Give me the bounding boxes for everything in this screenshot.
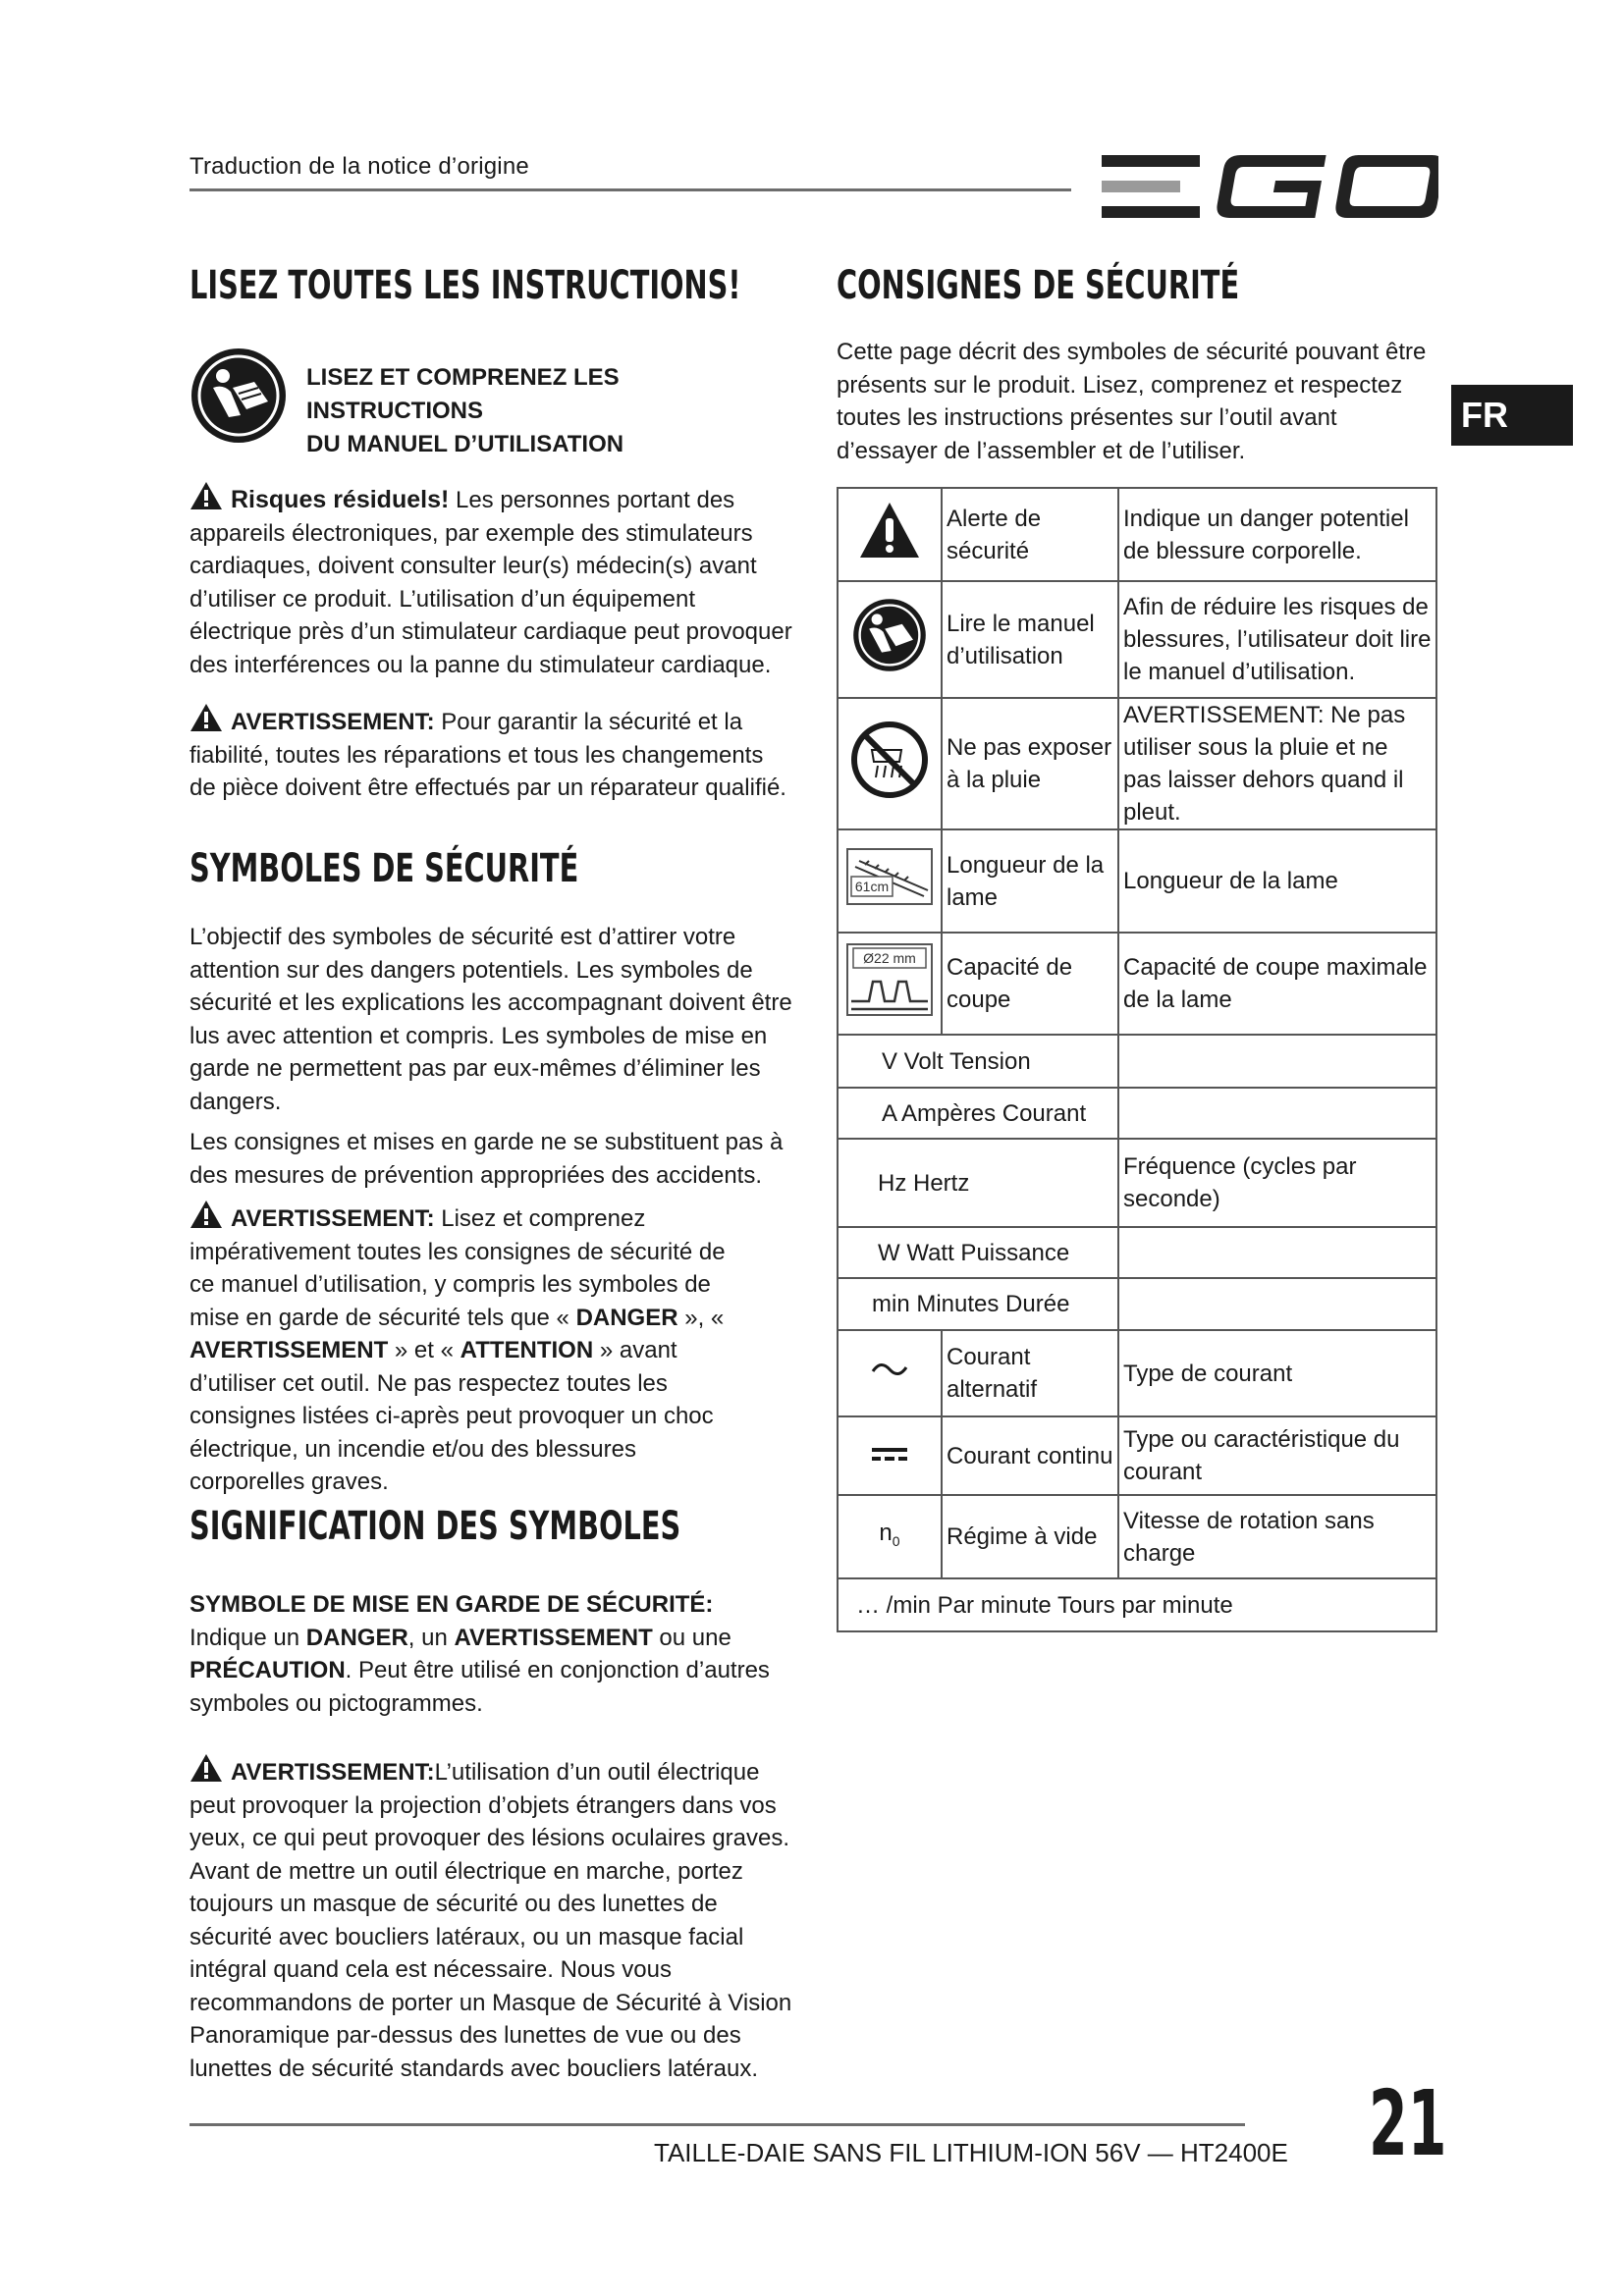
warning-triangle-icon (189, 1753, 223, 1783)
table-row (838, 1139, 1436, 1227)
symbol-description (1118, 1227, 1436, 1278)
symbol-description: Type ou caractéristique du courant (1118, 1416, 1436, 1495)
warning-eye-protection-text: L’utilisation d’un outil électrique peut provoquer la projection d’objets étrangers dans vos yeux, ce qui peut provoquer des lésions oculaires graves. Avant de mettre un outil électrique en marche, portez toujours un masque de sécurité ou des lunettes de sécurité avec boucliers latéraux, ou un masque facial intégral quand cela est nécessaire. Nous vous recommandons de porter un Masque de Sécurité à Vision Panoramique par-dessus des lunettes de vue ou des lunettes de sécurité standards avec boucliers latéraux. (189, 1759, 792, 2082)
danger-keyword: DANGER (305, 1624, 408, 1651)
symbol-name: Régime à vide (942, 1495, 1118, 1578)
table-row (838, 933, 1436, 1035)
cutting-capacity-value: Ø22 mm (863, 949, 916, 966)
table-row (838, 1578, 1436, 1631)
unit-row-text: V Volt Tension (838, 1035, 1118, 1088)
symbol-cell (838, 1416, 942, 1495)
no-load-speed-icon (879, 1519, 900, 1549)
residual-risks-paragraph (189, 481, 793, 681)
warning-repairs-paragraph (189, 703, 793, 805)
symbol-description (1118, 1088, 1436, 1139)
symbol-cell (838, 1330, 942, 1416)
blade-length-icon (845, 847, 934, 906)
symbol-description: Type de courant (1118, 1330, 1436, 1416)
warning-triangle-icon (189, 1200, 223, 1229)
warning-lead: AVERTISSEMENT: (231, 1205, 435, 1232)
safety-intro: Cette page décrit des symboles de sécurité pouvant être présents sur le produit. Lisez, comprenez et respectez toutes les instructions présentes sur l’outil avant d’essayer de l’assembler et de l’utiliser. (837, 339, 1427, 464)
symbol-cell (838, 581, 942, 698)
cutting-capacity-icon (845, 942, 934, 1017)
symbol-description: Fréquence (cycles par seconde) (1118, 1139, 1436, 1227)
table-row (838, 1416, 1436, 1495)
warning-triangle-icon (858, 501, 921, 560)
warning-lead: AVERTISSEMENT: (231, 1759, 435, 1786)
footer-product-title: TAILLE-DAIE SANS FIL LITHIUM-ION 56V — HT2400E (654, 2138, 1288, 2167)
alert-symbol-text-c: ou une (652, 1624, 731, 1651)
symbol-description: AVERTISSEMENT: Ne pas utiliser sous la pluie et ne pas laisser dehors quand il pleut. (1118, 698, 1436, 829)
table-row (838, 829, 1436, 933)
table-row (838, 698, 1436, 829)
symbol-name: Longueur de la lame (942, 829, 1118, 933)
danger-keyword: DANGER (575, 1304, 678, 1331)
table-row (838, 1227, 1436, 1278)
no-rain-icon (850, 721, 929, 799)
symbol-name: Courant continu (942, 1416, 1118, 1495)
symbol-cell (838, 829, 942, 933)
table-row (838, 1278, 1436, 1330)
alert-symbol-paragraph (189, 1588, 793, 1720)
alert-symbol-text-b: , un (407, 1624, 455, 1651)
symbol-description: Vitesse de rotation sans charge (1118, 1495, 1436, 1578)
symbol-name: Lire le manuel d’utilisation (942, 581, 1118, 698)
symbol-description: Longueur de la lame (1118, 829, 1436, 933)
warning-read-text-c: » et « (388, 1337, 460, 1363)
warning-read-paragraph (189, 1200, 739, 1499)
alert-symbol-text-a: Indique un (189, 1624, 306, 1651)
footer-rule (189, 2123, 1245, 2126)
blade-length-value: 61cm (854, 879, 890, 894)
alternating-current-icon (870, 1358, 909, 1381)
residual-risks-text: Les personnes portant des appareils électroniques, par exemple des stimulateurs cardiaques, doivent consulter leur(s) médecin(s) avant d’utiliser ce produit. L’utilisation d’un équipement électrique près d’un stimulateur cardiaque peut provoquer des interférences ou la panne du stimulateur cardiaque. (189, 487, 792, 678)
header-note: Traduction de la notice d’origine (189, 153, 529, 180)
symbols-paragraph-1: L’objectif des symboles de sécurité est d’attirer votre attention sur des dangers potentiels. Les symboles de sécurité et les explications les accompagnant doivent être lus avec attention et compris. Les symboles de mise en garde ne permettent pas par eux-mêmes d’éliminer les dangers. (189, 924, 792, 1115)
table-row (838, 1495, 1436, 1578)
symbol-cell (838, 488, 942, 581)
no-load-speed-symbol: n (879, 1519, 893, 1546)
symbol-description (1118, 1035, 1436, 1088)
precaution-keyword: PRÉCAUTION (189, 1657, 346, 1683)
unit-row-text: min Minutes Durée (838, 1278, 1118, 1330)
read-label-line2: DU MANUEL D’UTILISATION (306, 431, 624, 457)
warning-eye-protection-paragraph (189, 1753, 793, 2085)
read-manual-label (306, 361, 797, 461)
heading-symbol-meaning: SIGNIFICATION DES SYMBOLES (189, 1504, 681, 1549)
symbol-description (1118, 1278, 1436, 1330)
warning-read-text-b: », « (677, 1304, 725, 1331)
symbol-name: Ne pas exposer à la pluie (942, 698, 1118, 829)
avertissement-keyword: AVERTISSEMENT (454, 1624, 653, 1651)
read-manual-icon (850, 596, 929, 674)
no-load-speed-subscript: 0 (892, 1532, 900, 1549)
avertissement-keyword: AVERTISSEMENT (189, 1337, 389, 1363)
header-rule (189, 188, 1071, 191)
symbol-cell (838, 698, 942, 829)
table-row (838, 1330, 1436, 1416)
unit-row-text: … /min Par minute Tours par minute (838, 1578, 1436, 1631)
warning-triangle-icon (189, 703, 223, 732)
heading-safety-instructions: CONSIGNES DE SÉCURITÉ (837, 263, 1240, 308)
symbol-description: Capacité de coupe maximale de la lame (1118, 933, 1436, 1035)
language-tab: FR (1451, 385, 1573, 446)
symbol-cell (838, 1495, 942, 1578)
direct-current-icon (870, 1444, 909, 1464)
table-row (838, 1035, 1436, 1088)
symbols-table (837, 487, 1437, 1632)
symbol-description: Indique un danger potentiel de blessure corporelle. (1118, 488, 1436, 581)
warning-triangle-icon (189, 481, 223, 510)
heading-safety-symbols: SYMBOLES DE SÉCURITÉ (189, 846, 579, 891)
alert-symbol-text-d: . Peut être utilisé en conjonction d’autres symboles ou pictogrammes. (189, 1657, 770, 1717)
ego-logo (1100, 147, 1438, 226)
symbol-cell (838, 933, 942, 1035)
residual-risks-lead: Risques résiduels! (231, 486, 450, 513)
read-manual-icon (189, 347, 288, 445)
page-number: 21 (1369, 2071, 1447, 2176)
warning-lead: AVERTISSEMENT: (231, 709, 435, 735)
warning-read-text-d: » avant d’utiliser cet outil. Ne pas respectez toutes les consignes listées ci-après peut provoquer un choc électrique, un incendie et/ou des blessures corporelles graves. (189, 1337, 714, 1495)
symbol-name: Courant alternatif (942, 1330, 1118, 1416)
alert-symbol-title: SYMBOLE DE MISE EN GARDE DE SÉCURITÉ: (189, 1591, 714, 1618)
unit-row-text: W Watt Puissance (838, 1227, 1118, 1278)
table-row (838, 581, 1436, 698)
symbol-description: Afin de réduire les risques de blessures, l’utilisateur doit lire le manuel d’utilisation. (1118, 581, 1436, 698)
warning-repairs-text: Pour garantir la sécurité et la fiabilité, toutes les réparations et tous les changements de pièce doivent être effectués par un réparateur qualifié. (189, 709, 786, 801)
symbol-name: Alerte de sécurité (942, 488, 1118, 581)
table-row (838, 1088, 1436, 1139)
unit-row-text: Hz Hertz (838, 1139, 1118, 1227)
attention-keyword: ATTENTION (460, 1337, 594, 1363)
warning-read-text-a: Lisez et comprenez impérativement toutes les consignes de sécurité de ce manuel d’utilisation, y compris les symboles de mise en garde de sécurité tels que « (189, 1205, 726, 1331)
symbol-name: Capacité de coupe (942, 933, 1118, 1035)
heading-read-instructions: LISEZ TOUTES LES INSTRUCTIONS! (189, 263, 741, 308)
symbols-paragraph-2: Les consignes et mises en garde ne se substituent pas à des mesures de prévention appropriées des accidents. (189, 1129, 784, 1189)
table-row (838, 488, 1436, 581)
read-label-line1: LISEZ ET COMPRENEZ LES INSTRUCTIONS (306, 364, 620, 424)
unit-row-text: A Ampères Courant (838, 1088, 1118, 1139)
